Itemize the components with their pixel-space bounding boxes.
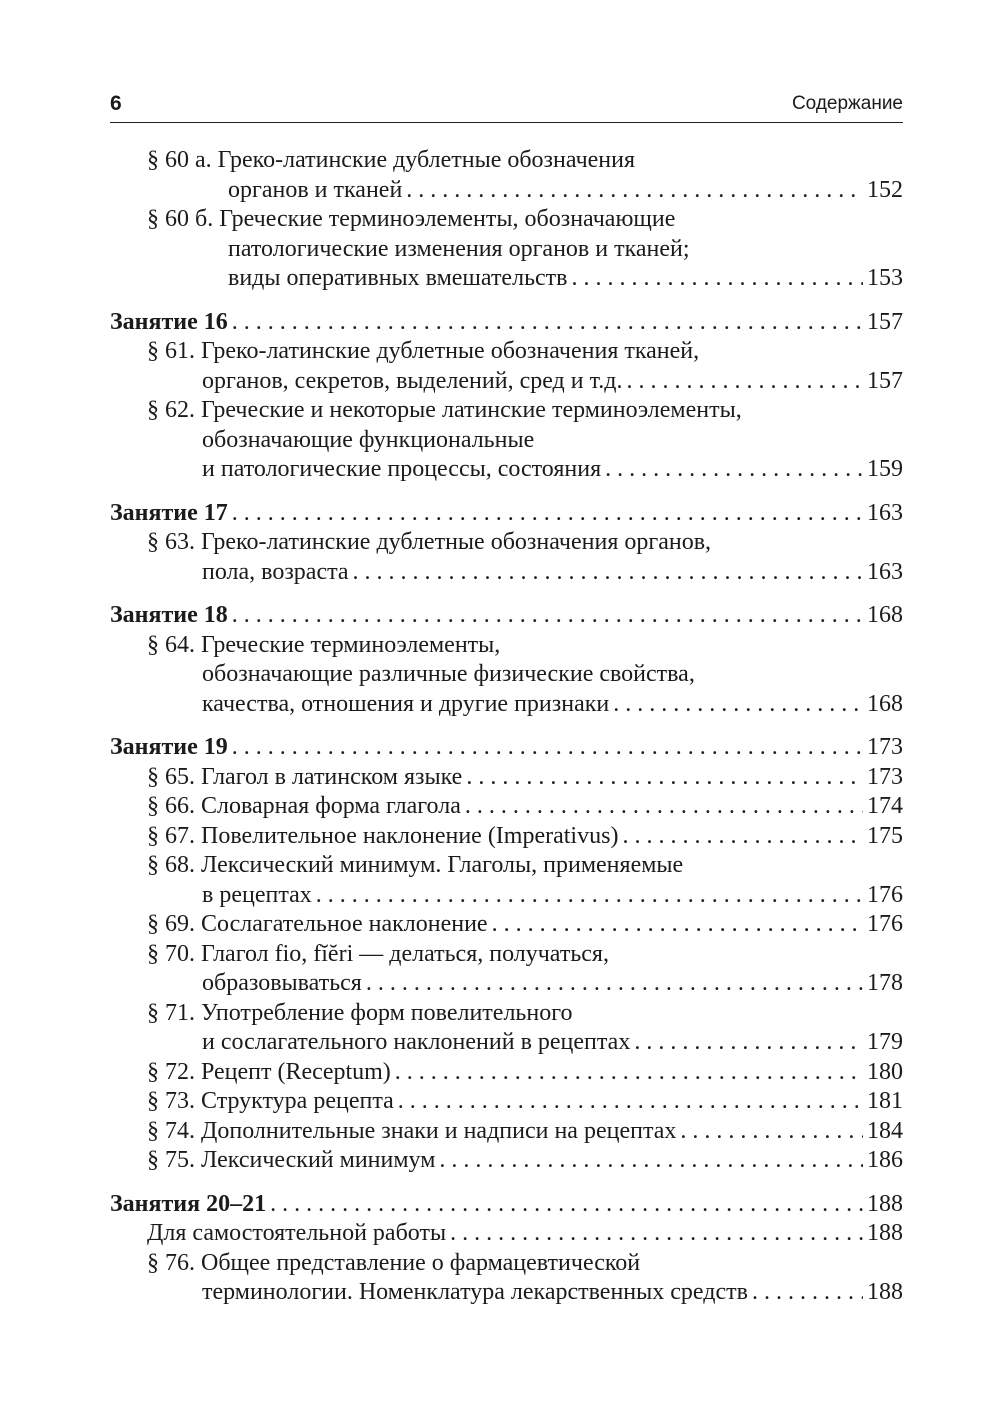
dot-leader	[571, 264, 863, 294]
toc-chapter-entry[interactable]	[110, 601, 903, 631]
dot-leader	[450, 1219, 863, 1249]
toc-chapter-entry[interactable]	[110, 1190, 903, 1220]
toc-entry-text: Занятие 16	[110, 308, 228, 335]
toc-section-entry[interactable]	[110, 763, 903, 793]
toc-section-entry[interactable]	[110, 1117, 903, 1147]
toc-entry-text: обозначающие функциональные	[202, 426, 535, 453]
toc-entry-text: в рецептах	[202, 881, 312, 908]
toc-entry-text: § 60 б. Греческие терминоэлементы, обозначающие	[147, 206, 676, 232]
toc-entry-text: органов, секретов, выделений, сред и т.д.	[202, 367, 623, 394]
dot-leader	[634, 1028, 863, 1058]
toc-entry-text: Занятие 19	[110, 734, 228, 760]
toc-section-entry[interactable]	[110, 792, 903, 822]
toc-entry-text: качества, отношения и другие признаки	[202, 690, 610, 717]
toc-entry-text: § 72. Рецепт (Receptum)	[147, 1058, 391, 1085]
toc-entry-text: Занятие 18	[110, 602, 228, 628]
toc-page-number: 178	[867, 970, 903, 996]
toc-page-number: 168	[867, 602, 903, 628]
table-of-contents	[110, 146, 903, 1308]
toc-entry-text: § 66. Словарная форма глагола	[147, 793, 461, 819]
toc-section-entry[interactable]	[110, 528, 903, 587]
toc-page-number: 176	[867, 881, 903, 908]
dot-leader	[398, 1087, 863, 1117]
toc-entry-text: виды оперативных вмешательств	[228, 265, 568, 291]
toc-page-number: 184	[867, 1117, 903, 1144]
toc-section-entry[interactable]	[110, 1249, 903, 1308]
toc-entry-text: § 69. Сослагательное наклонение	[147, 911, 488, 937]
toc-section-entry[interactable]	[110, 396, 903, 485]
dot-leader	[466, 763, 863, 793]
toc-entry-text: образовываться	[202, 970, 362, 996]
toc-entry-text: § 75. Лексический минимум	[147, 1147, 436, 1173]
toc-entry-text: § 61. Греко-латинские дублетные обозначения тканей,	[147, 338, 700, 364]
dot-leader	[232, 601, 863, 631]
toc-section-entry[interactable]	[110, 337, 903, 396]
toc-entry-text: § 74. Дополнительные знаки и надписи на рецептах	[147, 1117, 677, 1144]
dot-leader	[439, 1146, 863, 1176]
toc-page-number: 163	[867, 558, 903, 585]
toc-page-number: 163	[867, 499, 903, 526]
toc-section-entry[interactable]	[110, 631, 903, 720]
toc-entry-text: § 64. Греческие терминоэлементы,	[147, 631, 501, 658]
dot-leader	[366, 969, 863, 999]
toc-section-entry[interactable]	[110, 1219, 903, 1249]
toc-entry-text: пола, возраста	[202, 558, 349, 585]
dot-leader	[465, 792, 863, 822]
toc-chapter-entry[interactable]	[110, 499, 903, 529]
toc-page-number: 186	[867, 1147, 903, 1173]
toc-section-entry[interactable]	[110, 146, 903, 205]
dot-leader	[622, 822, 863, 852]
toc-entry-text: § 76. Общее представление о фармацевтической	[147, 1249, 641, 1276]
toc-entry-text: органов и тканей	[228, 176, 403, 203]
toc-entry-text: Для самостоятельной работы	[147, 1220, 447, 1246]
toc-page-number: 188	[867, 1190, 903, 1217]
toc-page-number: 159	[867, 456, 903, 482]
toc-entry-text: Занятия 20–21	[110, 1190, 267, 1217]
toc-section-entry[interactable]	[110, 1058, 903, 1088]
dot-leader	[613, 690, 863, 720]
toc-entry-text: § 68. Лексический минимум. Глаголы, применяемые	[147, 852, 684, 878]
toc-entry-text: § 70. Глагол fio, fĭĕri — делаться, получаться,	[147, 940, 609, 967]
toc-section-entry[interactable]	[110, 851, 903, 910]
toc-section-entry[interactable]	[110, 1146, 903, 1176]
dot-leader	[395, 1058, 863, 1088]
toc-section-entry[interactable]	[110, 910, 903, 940]
toc-entry-text: патологические изменения органов и тканей;	[228, 235, 690, 262]
toc-page-number: 188	[867, 1279, 903, 1305]
dot-leader	[232, 308, 863, 338]
toc-entry-text: терминологии. Номенклатура лекарственных средств	[202, 1279, 748, 1305]
toc-page-number: 173	[867, 763, 903, 790]
toc-entry-text: § 63. Греко-латинские дублетные обозначения органов,	[147, 529, 712, 555]
toc-entry-text: и сослагательного наклонений в рецептах	[202, 1029, 631, 1055]
toc-entry-text: § 73. Структура рецепта	[147, 1088, 394, 1114]
running-header	[110, 92, 903, 123]
toc-page-number: 168	[867, 690, 903, 717]
toc-page-number: 157	[867, 367, 903, 394]
toc-page-number: 153	[867, 265, 903, 291]
toc-section-entry[interactable]	[110, 205, 903, 294]
toc-entry-text: § 71. Употребление форм повелительного	[147, 999, 573, 1026]
dot-leader	[232, 499, 863, 529]
toc-chapter-entry[interactable]	[110, 733, 903, 763]
page-number: 6	[110, 92, 122, 115]
toc-page-number: 181	[867, 1088, 903, 1114]
toc-page-number: 175	[867, 822, 903, 849]
dot-leader	[492, 910, 863, 940]
toc-section-entry[interactable]	[110, 999, 903, 1058]
toc-page-number: 157	[867, 308, 903, 335]
toc-page-number: 152	[867, 176, 903, 203]
toc-page-number: 179	[867, 1029, 903, 1055]
toc-entry-text: § 67. Повелительное наклонение (Imperativus)	[147, 822, 619, 849]
dot-leader	[232, 733, 863, 763]
toc-entry-text: и патологические процессы, состояния	[202, 456, 602, 482]
dot-leader	[270, 1190, 863, 1220]
toc-page-number: 180	[867, 1058, 903, 1085]
toc-page-number: 188	[867, 1220, 903, 1246]
toc-entry-text: § 62. Греческие и некоторые латинские терминоэлементы,	[147, 397, 742, 423]
dot-leader	[353, 558, 863, 588]
dot-leader	[680, 1117, 863, 1147]
toc-entry-text: обозначающие различные физические свойства,	[202, 661, 695, 687]
toc-entry-text: § 60 а. Греко-латинские дублетные обозначения	[147, 147, 636, 173]
toc-page-number: 174	[867, 793, 903, 819]
toc-page-number: 173	[867, 734, 903, 760]
toc-entry-text: § 65. Глагол в латинском языке	[147, 763, 463, 790]
toc-chapter-entry[interactable]	[110, 308, 903, 338]
dot-leader	[752, 1278, 863, 1308]
dot-leader	[406, 176, 863, 206]
toc-section-entry[interactable]	[110, 822, 903, 852]
dot-leader	[605, 455, 863, 485]
running-title: Содержание	[791, 93, 903, 114]
toc-section-entry[interactable]	[110, 1087, 903, 1117]
toc-section-entry[interactable]	[110, 940, 903, 999]
toc-entry-text: Занятие 17	[110, 499, 228, 526]
dot-leader	[627, 367, 863, 397]
dot-leader	[316, 881, 863, 911]
toc-page-number: 176	[867, 911, 903, 937]
